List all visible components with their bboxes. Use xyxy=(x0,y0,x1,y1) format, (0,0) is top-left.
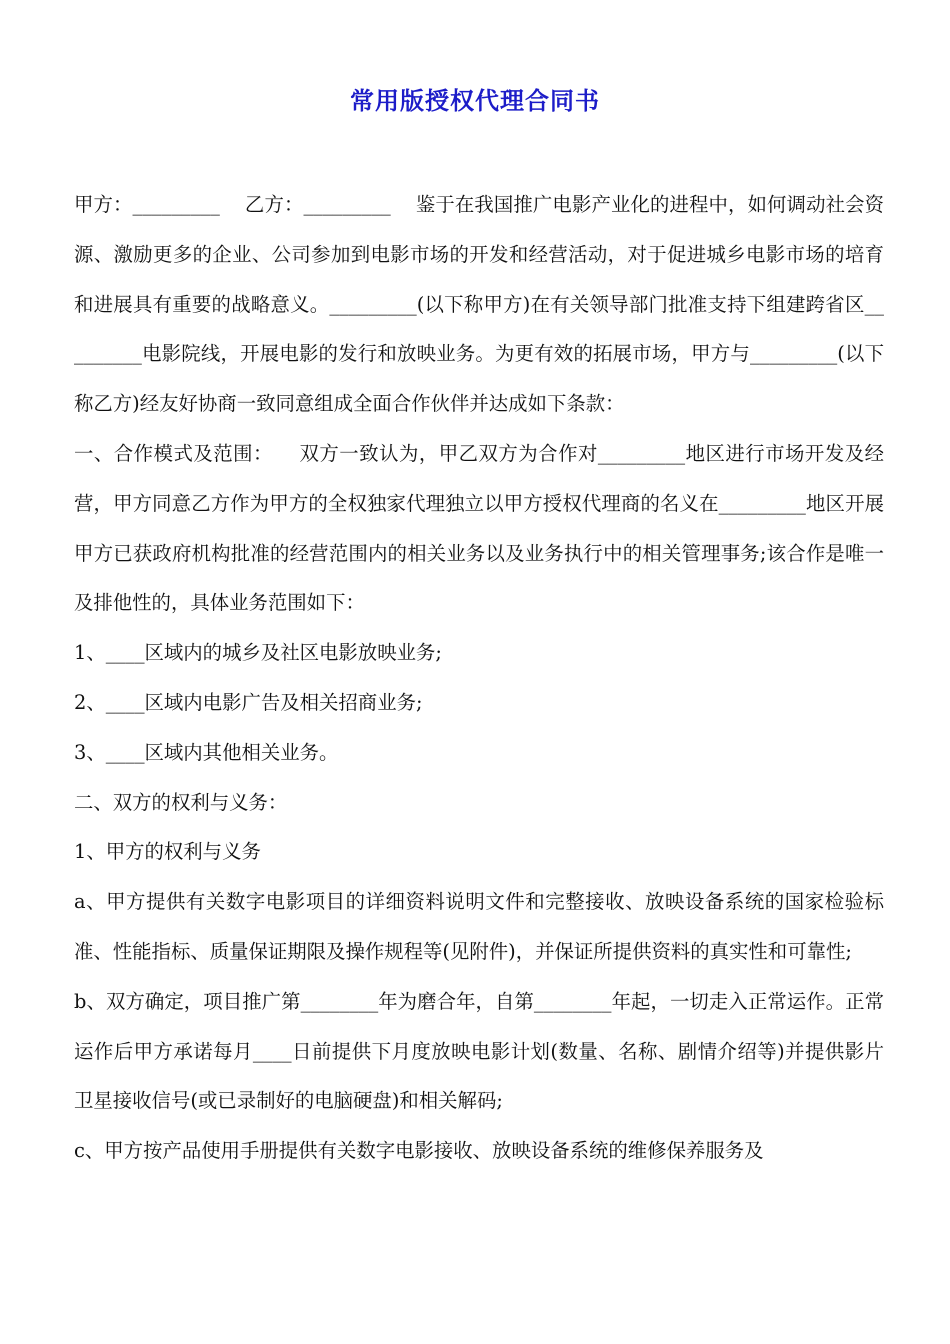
list-item: 1、____区域内的城乡及社区电影放映业务; xyxy=(74,641,442,665)
clause-paragraph: b、双方确定，项目推广第________年为磨合年，自第________年起，一切走入正常运作。正常运作后甲方承诺每月____日前提供下月度放映电影计划(数量、名称、剧情介绍等)并提供影片卫星接收信号(或已录制好的电脑硬盘)和相关解码; xyxy=(74,989,884,1113)
section-heading: 二、双方的权利与义务： xyxy=(74,790,288,814)
clause-paragraph: c、甲方按产品使用手册提供有关数字电影接收、放映设备系统的维修保养服务及 xyxy=(74,1139,764,1163)
document-title: 常用版授权代理合同书 xyxy=(350,87,600,115)
list-item: 2、____区域内电影广告及相关招商业务; xyxy=(74,690,423,714)
clause-paragraph: a、甲方提供有关数字电影项目的详细资料说明文件和完整接收、放映设备系统的国家检验标准、性能指标、质量保证期限及操作规程等(见附件)，并保证所提供资料的真实性和可靠性; xyxy=(74,890,884,963)
subsection-heading: 1、甲方的权利与义务 xyxy=(74,840,261,864)
intro-paragraph: 甲方：_________ 乙方：_________ 鉴于在我国推广电影产业化的进程中，如何调动社会资源、激励更多的企业、公司参加到电影市场的开发和经营活动，对于促进城乡电影市场的培育和进展具有重要的战略意义。_________(以下称甲方)在有关领导部门批准支持下组建跨省区_________电影院线，开展电影的发行和放映业务。为更有效的拓展市场，甲方与_________(以下称乙方)经友好协商一致同意组成全面合作伙伴并达成如下条款： xyxy=(74,193,884,416)
document-body xyxy=(74,180,884,1176)
section-one-paragraph: 一、合作模式及范围： 双方一致认为，甲乙双方为合作对_________地区进行市场开发及经营，甲方同意乙方作为甲方的全权独家代理独立以甲方授权代理商的名义在_________地区开展甲方已获政府机构批准的经营范围内的相关业务以及业务执行中的相关管理事务;该合作是唯一及排他性的，具体业务范围如下： xyxy=(74,441,884,615)
list-item: 3、____区域内其他相关业务。 xyxy=(74,740,339,764)
